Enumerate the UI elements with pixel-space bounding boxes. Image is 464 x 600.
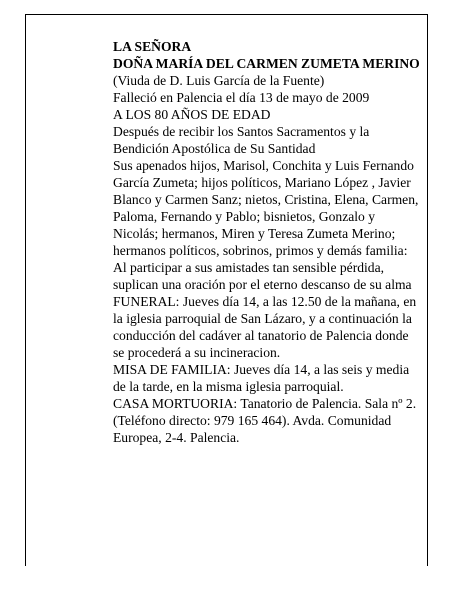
- notice-mortuary: CASA MORTUORIA: Tanatorio de Palencia. Sala nº 2.: [113, 396, 417, 411]
- notice-family-mass: MISA DE FAMILIA: Jueves día 14, a las seis y media de la tarde, en la misma iglesia parroquial.: [113, 362, 410, 394]
- notice-family: Sus apenados hijos, Marisol, Conchita y Luis Fernando García Zumeta; hijos políticos, Mariano López , Javier Blanco y Carmen Sanz; nietos, Cristina, Elena, Carmen, Paloma, Fernando y Pablo; bisnietos, Gonzalo y Nicolás; hermanos, Miren y Teresa Zumeta Merino; hermanos políticos, sobrinos, primos y demás familia:: [113, 158, 419, 258]
- notice-heading-name: DOÑA MARÍA DEL CARMEN ZUMETA MERINO: [113, 56, 420, 71]
- notice-funeral: FUNERAL: Jueves día 14, a las 12.50 de la mañana, en la iglesia parroquial de San Lázaro, y a continuación la conducción del cadáver al tanatorio de Palencia donde se procederá a su incineracion.: [113, 294, 417, 360]
- notice-widow-line: (Viuda de D. Luis García de la Fuente): [113, 73, 325, 88]
- notice-age-line: A LOS 80 AÑOS DE EDAD: [113, 107, 271, 122]
- notice-request: Al participar a sus amistades tan sensible pérdida, suplican una oración por el eterno descanso de su alma: [113, 260, 412, 292]
- notice-death-line: Falleció en Palencia el día 13 de mayo de 2009: [113, 90, 370, 105]
- notice-sacraments: Después de recibir los Santos Sacramentos y la Bendición Apostólica de Su Santidad: [113, 124, 370, 156]
- notice-heading-title: LA SEÑORA: [113, 39, 192, 54]
- obituary-notice: [113, 38, 421, 446]
- notice-contact: (Teléfono directo: 979 165 464). Avda. Comunidad Europea, 2-4. Palencia.: [113, 413, 392, 445]
